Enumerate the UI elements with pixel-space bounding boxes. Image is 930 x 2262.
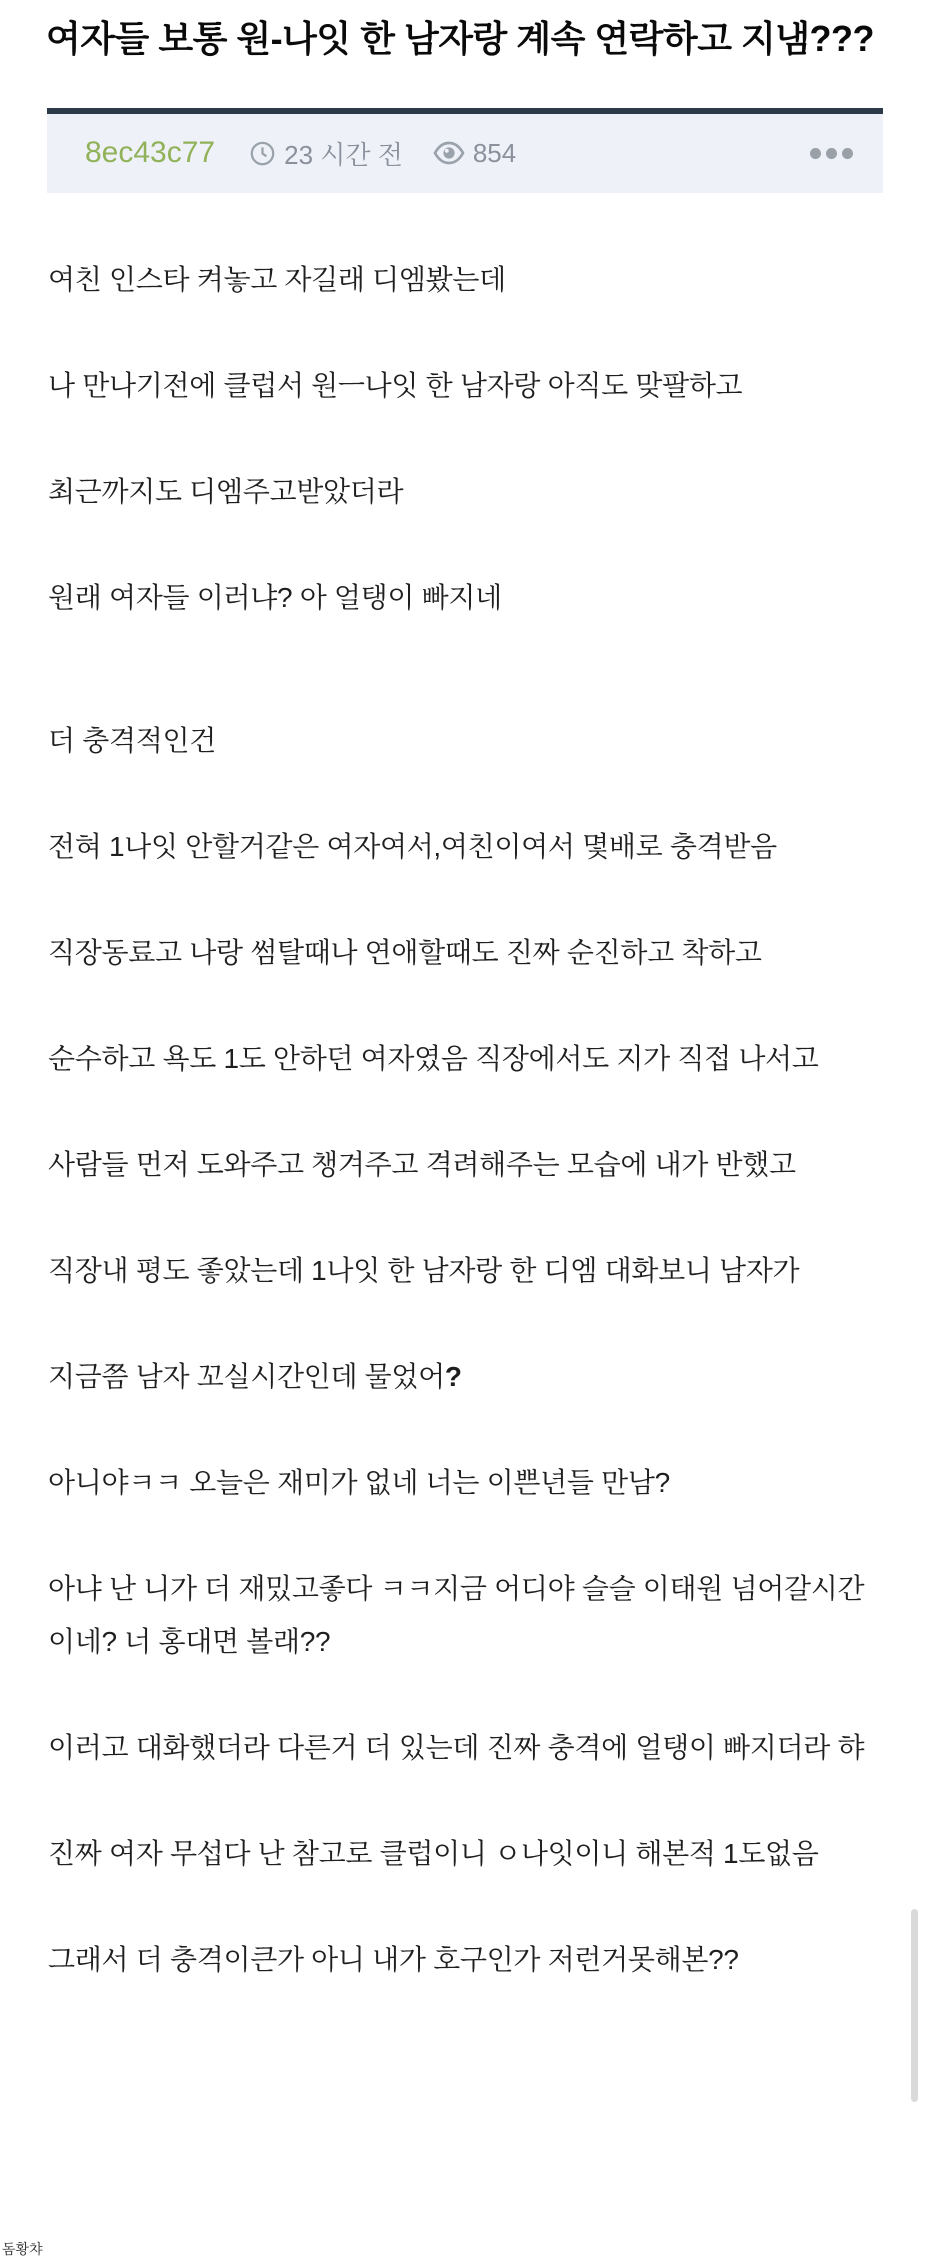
post-paragraph: 더 충격적인건 [48, 724, 216, 756]
post-paragraph: 전혀 1나잇 안할거같은 여자여서,여친이여서 몇배로 충격받음 [48, 830, 777, 862]
bold-question-mark: ? [444, 1360, 462, 1392]
post-paragraph: 이러고 대화했더라 다른거 더 있는데 진짜 충격에 얼탱이 빠지더라 햐 [48, 1731, 865, 1763]
post-paragraph: 직장내 평도 좋았는데 1나잇 한 남자랑 한 디엠 대화보니 남자가 [48, 1254, 800, 1286]
post-meta-bar [47, 108, 883, 193]
post-paragraph: 지금쯤 남자 꼬실시간인데 물었어? [48, 1360, 462, 1392]
post-body [0, 193, 930, 1986]
post-timestamp: 23 시간 전 [284, 139, 403, 170]
post-paragraph: 아니야ㅋㅋ 오늘은 재미가 없네 너는 이쁜년들 만남? [48, 1466, 670, 1498]
post-paragraph: 원래 여자들 이러냐? 아 얼탱이 빠지네 [48, 581, 502, 613]
ellipsis-icon [810, 148, 853, 159]
post-paragraph: 나 만나기전에 클럽서 원ㅡ나잇 한 남자랑 아직도 맞팔하고 [48, 369, 743, 401]
scrollbar-thumb[interactable] [911, 1909, 918, 2102]
post-paragraph: 순수하고 욕도 1도 안하던 여자였음 직장에서도 지가 직접 나서고 [48, 1042, 819, 1074]
post-paragraph: 진짜 여자 무섭다 난 참고로 클럽이니 ㅇ나잇이니 해본적 1도없음 [48, 1837, 819, 1869]
more-options-button[interactable] [808, 142, 855, 165]
post-title: 여자들 보통 원-나잇 한 남자랑 계속 연락하고 지냄??? [46, 18, 874, 59]
timestamp-group [249, 135, 403, 172]
watermark: 돔황챠 [2, 2241, 43, 2257]
post-paragraph: 아냐 난 니가 더 재밌고좋다 ㅋㅋ지금 어디야 슬슬 이태원 넘어갈시간이네? 너 홍대면 볼래?? [48, 1572, 865, 1657]
post-paragraph: 여친 인스타 켜놓고 자길래 디엠봤는데 [48, 263, 506, 295]
eye-icon [433, 140, 465, 166]
post-paragraph: 직장동료고 나랑 썸탈때나 연애할때도 진짜 순진하고 착하고 [48, 936, 762, 968]
post-paragraph: 최근까지도 디엠주고받았더라 [48, 475, 404, 507]
views-group [433, 138, 516, 169]
post-paragraph: 그래서 더 충격이큰가 아니 내가 호구인가 저런거못해본?? [48, 1943, 739, 1975]
author-username[interactable]: 8ec43c77 [85, 136, 216, 170]
post-paragraph: 사람들 먼저 도와주고 챙겨주고 격려해주는 모습에 내가 반했고 [48, 1148, 796, 1180]
view-count: 854 [472, 137, 517, 168]
clock-icon [249, 140, 276, 167]
